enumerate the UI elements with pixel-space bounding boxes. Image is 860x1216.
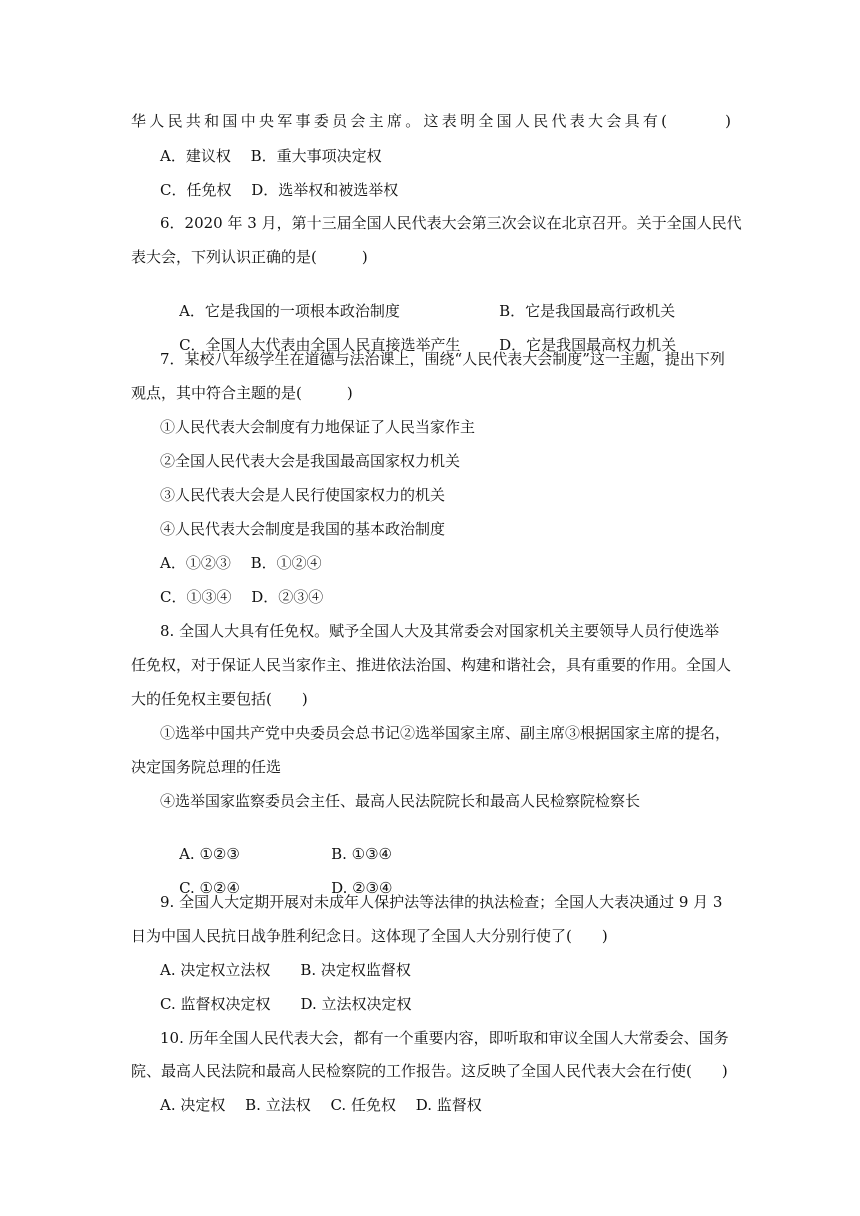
q10-stem-line-1: 10. 历年全国人民代表大会，都有一个重要内容，即听取和审议全国人大常委会、国务 (160, 1029, 729, 1047)
q5-options-cd: C．任免权 D．选举权和被选举权 (160, 181, 399, 199)
q6-option-d: D．它是我国最高权力机关 (499, 336, 677, 354)
q6-stem-line-2: 表大会，下列认识正确的是( ) (131, 248, 368, 266)
q8-statement-4: ④选举国家监察委员会主任、最高人民法院院长和最高人民检察院检察长 (160, 792, 641, 810)
q7-statement-3: ③人民代表大会是人民行使国家权力的机关 (160, 486, 446, 504)
q6-option-a: A．它是我国的一项根本政治制度 (179, 302, 400, 320)
q6-stem-line-1: 6．2020 年 3 月，第十三届全国人民代表大会第三次会议在北京召开。关于全国人民代 (160, 214, 742, 232)
q7-statement-2: ②全国人民代表大会是我国最高国家权力机关 (160, 452, 461, 470)
q10-stem-line-2: 院、最高人民法院和最高人民检察院的工作报告。这反映了全国人民代表大会在行使( ) (131, 1062, 728, 1080)
q8-option-c: C. ①②④ (179, 879, 240, 897)
q9-options-ab: A. 决定权立法权 B. 决定权监督权 (160, 961, 411, 979)
q5-stem-line: 华人民共和国中央军事委员会主席。这表明全国人民代表大会具有( ) (131, 112, 731, 130)
q8-stem-line-2: 任免权，对于保证人民当家作主、推进依法治国、构建和谐社会，具有重要的作用。全国人 (131, 656, 732, 674)
q5-options-ab: A．建议权 B．重大事项决定权 (160, 147, 382, 165)
q7-stem-line-2: 观点，其中符合主题的是( ) (131, 384, 353, 402)
q7-options-ab: A．①②③ B．①②④ (160, 554, 322, 572)
q8-option-a: A. ①②③ (179, 845, 240, 863)
q7-stem-line-1: 7．某校八年级学生在道德与法治课上，围绕“人民代表大会制度”这一主题，提出下列 (160, 350, 725, 368)
q8-statement-1-3: ①选举中国共产党中央委员会总书记②选举国家主席、副主席③根据国家主席的提名， (160, 724, 731, 742)
q8-stem-line-1: 8. 全国人大具有任免权。赋予全国人大及其常委会对国家机关主要领导人员行使选举 (160, 622, 720, 640)
q8-stem-line-3: 大的任免权主要包括( ) (131, 690, 308, 708)
q6-option-b: B．它是我国最高行政机关 (499, 302, 676, 320)
q8-statement-3-cont: 决定国务院总理的任选 (131, 758, 282, 776)
q8-option-b: B. ①③④ (331, 845, 392, 863)
q9-stem-line-1: 9. 全国人大定期开展对未成年人保护法等法律的执法检查；全国人大表决通过 9 月 3 (160, 893, 723, 911)
q7-statement-1: ①人民代表大会制度有力地保证了人民当家作主 (160, 418, 476, 436)
q9-stem-line-2: 日为中国人民抗日战争胜利纪念日。这体现了全国人大分别行使了( ) (131, 927, 608, 945)
q9-options-cd: C. 监督权决定权 D. 立法权决定权 (160, 995, 412, 1013)
q7-options-cd: C．①③④ D．②③④ (160, 588, 324, 606)
q6-option-c: C．全国人大代表由全国人民直接选举产生 (179, 336, 461, 354)
q7-statement-4: ④人民代表大会制度是我国的基本政治制度 (160, 520, 446, 538)
q8-option-d: D. ②③④ (331, 879, 393, 897)
q10-options: A. 决定权 B. 立法权 C. 任免权 D. 监督权 (160, 1096, 482, 1114)
